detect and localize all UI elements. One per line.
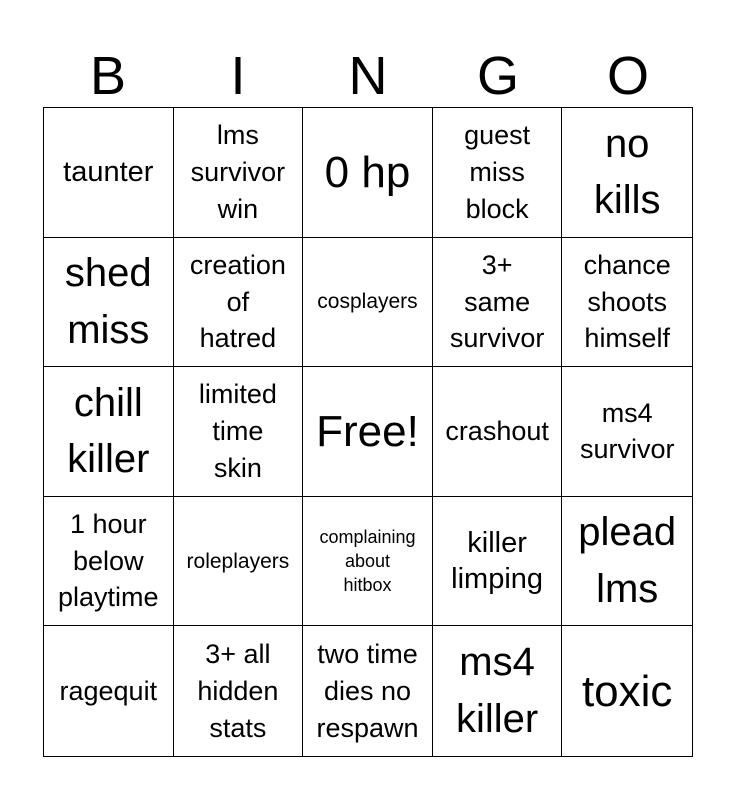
bingo-cell-r1-c2[interactable] <box>174 108 304 238</box>
bingo-cell-label: cosplayers <box>317 290 418 314</box>
header-letter-b: B <box>89 46 127 106</box>
bingo-cell-r3-c2[interactable] <box>174 367 304 497</box>
bingo-cell-label: 1 hour below playtime <box>58 509 159 613</box>
bingo-cell-r4-c1[interactable] <box>44 497 174 627</box>
bingo-cell-label: Free! <box>316 406 419 456</box>
bingo-cell-r3-c4[interactable] <box>433 367 563 497</box>
bingo-header <box>43 44 693 108</box>
bingo-cell-label: 0 hp <box>324 147 411 197</box>
bingo-cell-label: roleplayers <box>186 549 290 573</box>
bingo-cell-r4-c3[interactable] <box>303 497 433 627</box>
header-letter-n: N <box>348 46 388 106</box>
bingo-cell-r3-c1[interactable] <box>44 367 174 497</box>
bingo-cell-r1-c1[interactable] <box>44 108 174 238</box>
bingo-cell-label: chill killer <box>67 380 150 482</box>
bingo-cell-r3-c3[interactable] <box>303 367 433 497</box>
bingo-cell-label: guest miss block <box>464 120 531 224</box>
bingo-cell-r2-c1[interactable] <box>44 238 174 368</box>
bingo-cell-r2-c5[interactable] <box>562 238 692 368</box>
bingo-cell-r3-c5[interactable] <box>562 367 692 497</box>
bingo-cell-label: chance shoots himself <box>583 249 671 354</box>
bingo-cell-label: toxic <box>581 666 673 716</box>
bingo-card-grid <box>43 107 693 757</box>
bingo-cell-label: no kills <box>593 121 661 223</box>
bingo-cell-label: killer limping <box>451 526 544 596</box>
bingo-cell-r5-c5[interactable] <box>562 626 692 756</box>
bingo-cell-label: 3+ same survivor <box>449 249 545 354</box>
bingo-cell-label: lms survivor win <box>190 120 286 224</box>
bingo-cell-r1-c3[interactable] <box>303 108 433 238</box>
bingo-cell-r1-c5[interactable] <box>562 108 692 238</box>
header-letter-i: I <box>230 46 246 106</box>
bingo-cell-r2-c4[interactable] <box>433 238 563 368</box>
bingo-cell-r5-c2[interactable] <box>174 626 304 756</box>
bingo-cell-r5-c1[interactable] <box>44 626 174 756</box>
bingo-cell-label: 3+ all hidden stats <box>197 639 279 743</box>
bingo-cell-r2-c3[interactable] <box>303 238 433 368</box>
bingo-cell-label: ragequit <box>59 675 158 706</box>
bingo-cell-r5-c3[interactable] <box>303 626 433 756</box>
bingo-cell-label: ms4 survivor <box>579 397 675 465</box>
bingo-cell-r1-c4[interactable] <box>433 108 563 238</box>
bingo-cell-label: ms4 killer <box>455 640 539 742</box>
bingo-cell-label: limited time skin <box>198 379 277 483</box>
header-letter-o: O <box>606 46 649 106</box>
bingo-cell-label: taunter <box>63 156 154 189</box>
bingo-cell-r2-c2[interactable] <box>174 238 304 368</box>
bingo-cell-label: complaining about hitbox <box>319 526 416 596</box>
bingo-cell-label: crashout <box>445 416 549 447</box>
bingo-cell-r4-c4[interactable] <box>433 497 563 627</box>
bingo-cell-label: creation of hatred <box>189 249 286 354</box>
bingo-cell-r4-c2[interactable] <box>174 497 304 627</box>
bingo-cell-label: two time dies no respawn <box>316 639 419 743</box>
bingo-cell-label: shed miss <box>64 251 152 352</box>
bingo-cell-label: plead lms <box>578 510 677 612</box>
bingo-cell-r4-c5[interactable] <box>562 497 692 627</box>
header-letter-g: G <box>476 46 519 106</box>
bingo-cell-r5-c4[interactable] <box>433 626 563 756</box>
